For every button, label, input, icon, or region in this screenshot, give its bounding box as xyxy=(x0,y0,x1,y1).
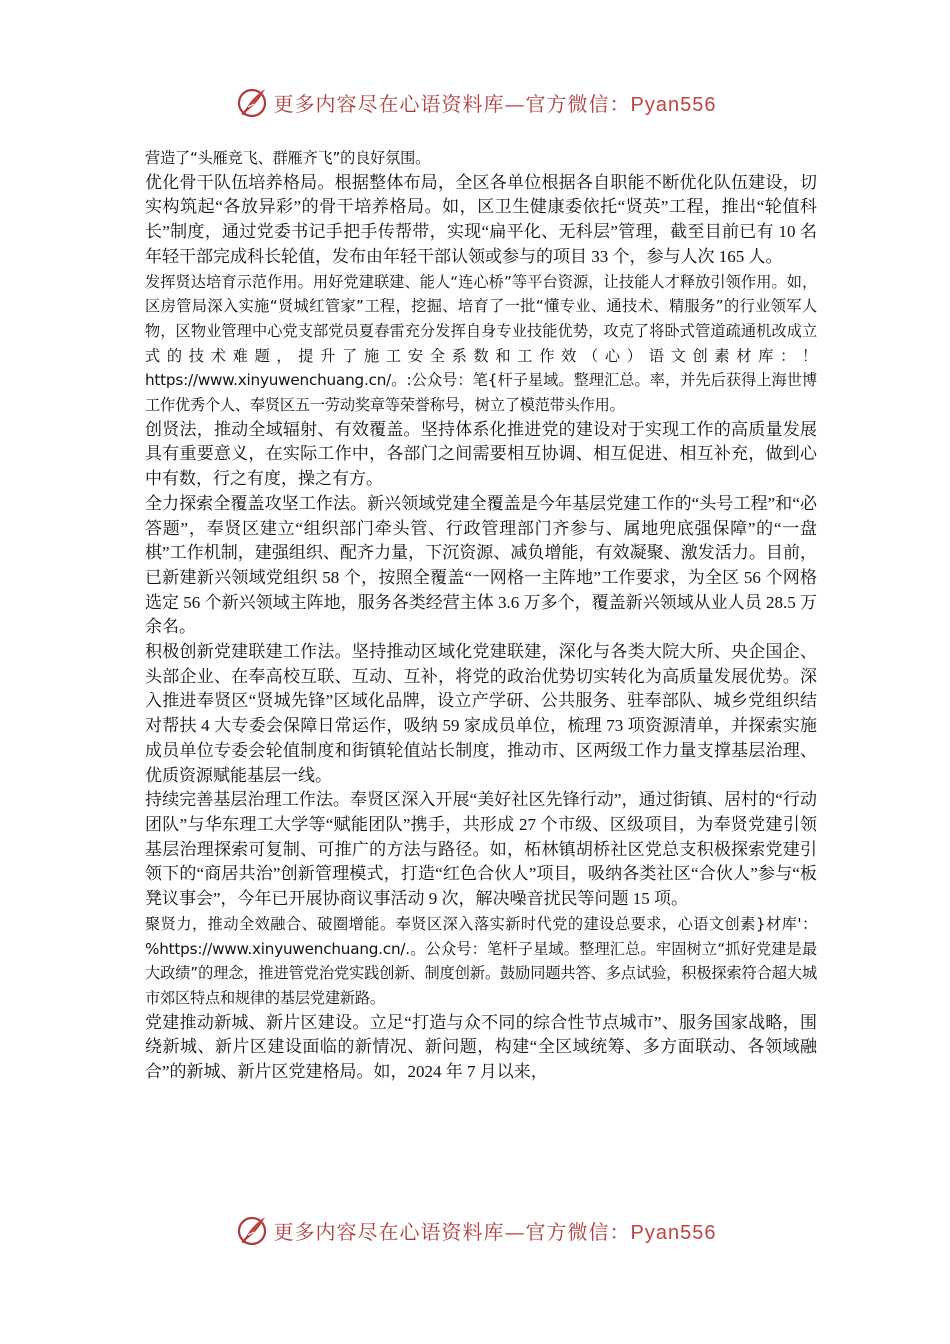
quill-logo-icon xyxy=(234,1212,270,1248)
paragraph-7: 持续完善基层治理工作法。奉贤区深入开展“美好社区先锋行动”，通过街镇、居村的“行动团队”与华东理工大学等“赋能团队”携手，共形成 27 个市级、区级项目，为奉贤党建引领基层治理探索可复制、可推广的方法与路径。如，柘林镇胡桥社区党总支积极探索党建引领下的“商居共治”创新管理模式，打造“红色合伙人”项目，吸纳各类社区“合伙人”参与“板凳议事会”，今年已开展协商议事活动 9 次，解决噪音扰民等问题 15 项。 xyxy=(145,790,817,909)
paragraph-1: 营造了“头雁竞飞、群雁齐飞”的良好氛围。 xyxy=(145,149,431,167)
paragraph-4: 创贤法，推动全域辐射、有效覆盖。坚持体系化推进党的建设对于实现工作的高质量发展具有重要意义，在实际工作中，各部门之间需要相互协调、相互促进、相互补充，做到心中有数，行之有度，操之有方。 xyxy=(145,419,817,489)
header-banner-text: 更多内容尽在心语资料库—官方微信：Pyan556 xyxy=(273,91,717,116)
footer-banner xyxy=(0,1210,950,1250)
header-wechat-id: Pyan556 xyxy=(630,93,717,116)
paragraph-8: 聚贤力，推动全效融合、破圈增能。奉贤区深入落实新时代党的建设总要求，心语文创素}材库'：%https://www.xinyuwenchuang.cn/.。公众号：笔杆子星域。整理汇总。牢固树立“抓好党建是最大政绩”的理念，推进管党治党实践创新、制度创新。鼓励同题共答、多点试验，积极探索符合超大城市郊区特点和规律的基层党建新路。 xyxy=(145,914,817,1007)
document-body xyxy=(145,146,817,1085)
paragraph-2: 优化骨干队伍培养格局。根据整体布局，全区各单位根据各自职能不断优化队伍建设，切实构筑起“各放异彩”的骨干培养格局。如，区卫生健康委依托“贤英”工程，推出“轮值科长”制度，通过党委书记手把手传帮带，实现“扁平化、无科层”管理，截至目前已有 10 名年轻干部完成科长轮值，发布由年轻干部认领或参与的项目 33 个，参与人次 165 人。 xyxy=(145,172,817,266)
header-banner xyxy=(0,82,950,122)
paragraph-6: 积极创新党建联建工作法。坚持推动区域化党建联建，深化与各类大院大所、央企国企、头部企业、在奉高校互联、互动、互补，将党的政治优势切实转化为高质量发展优势。深入推进奉贤区“贤城先锋”区域化品牌，设立产学研、公共服务、驻奉部队、城乡党组织结对帮扶 4 大专委会保障日常运作，吸纳 59 家成员单位，梳理 73 项资源清单，并探索实施成员单位专委会轮值制度和街镇轮值站长制度，推动市、区两级工作力量支撑基层治理、优质资源赋能基层一线。 xyxy=(145,642,817,785)
paragraph-3: 发挥贤达培育示范作用。用好党建联建、能人“连心桥”等平台资源，让技能人才释放引领作用。如，区房管局深入实施“贤城红管家”工程，挖掘、培育了一批“懂专业、通技术、精服务”的行业领军人物，区物业管理中心党支部党员夏春雷充分发挥自身专业技能优势，攻克了将卧式管道疏通机改成立式的技术难题，提升了施工安全系数和工作效（心）语文创素材库：！https://www.xinyuwenchuang.cn/。:公众号：笔{杆子星域。整理汇总。率，并先后获得上海世博工作优秀个人、奉贤区五一劳动奖章等荣誉称号，树立了模范带头作用。 xyxy=(145,272,817,415)
footer-wechat-id: Pyan556 xyxy=(630,1221,717,1244)
quill-logo-icon xyxy=(234,84,270,120)
paragraph-5: 全力探索全覆盖攻坚工作法。新兴领域党建全覆盖是今年基层党建工作的“头号工程”和“必答题”，奉贤区建立“组织部门牵头管、行政管理部门齐参与、属地兜底强保障”的“一盘棋”工作机制，建强组织、配齐力量，下沉资源、减负增能，有效凝聚、激发活力。目前，已新建新兴领域党组织 58 个，按照全覆盖“一网格一主阵地”工作要求，为全区 56 个网格选定 56 个新兴领域主阵地，服务各类经营主体 3.6 万多个，覆盖新兴领域从业人员 28.5 万余名。 xyxy=(145,493,817,637)
footer-banner-text: 更多内容尽在心语资料库—官方微信：Pyan556 xyxy=(273,1219,717,1244)
paragraph-9: 党建推动新城、新片区建设。立足“打造与众不同的综合性节点城市”、服务国家战略，围绕新城、新片区建设面临的新情况、新问题，构建“全区域统筹、多方面联动、各领域融合”的新城、新片区党建格局。如，2024 年 7 月以来， xyxy=(145,1012,817,1082)
